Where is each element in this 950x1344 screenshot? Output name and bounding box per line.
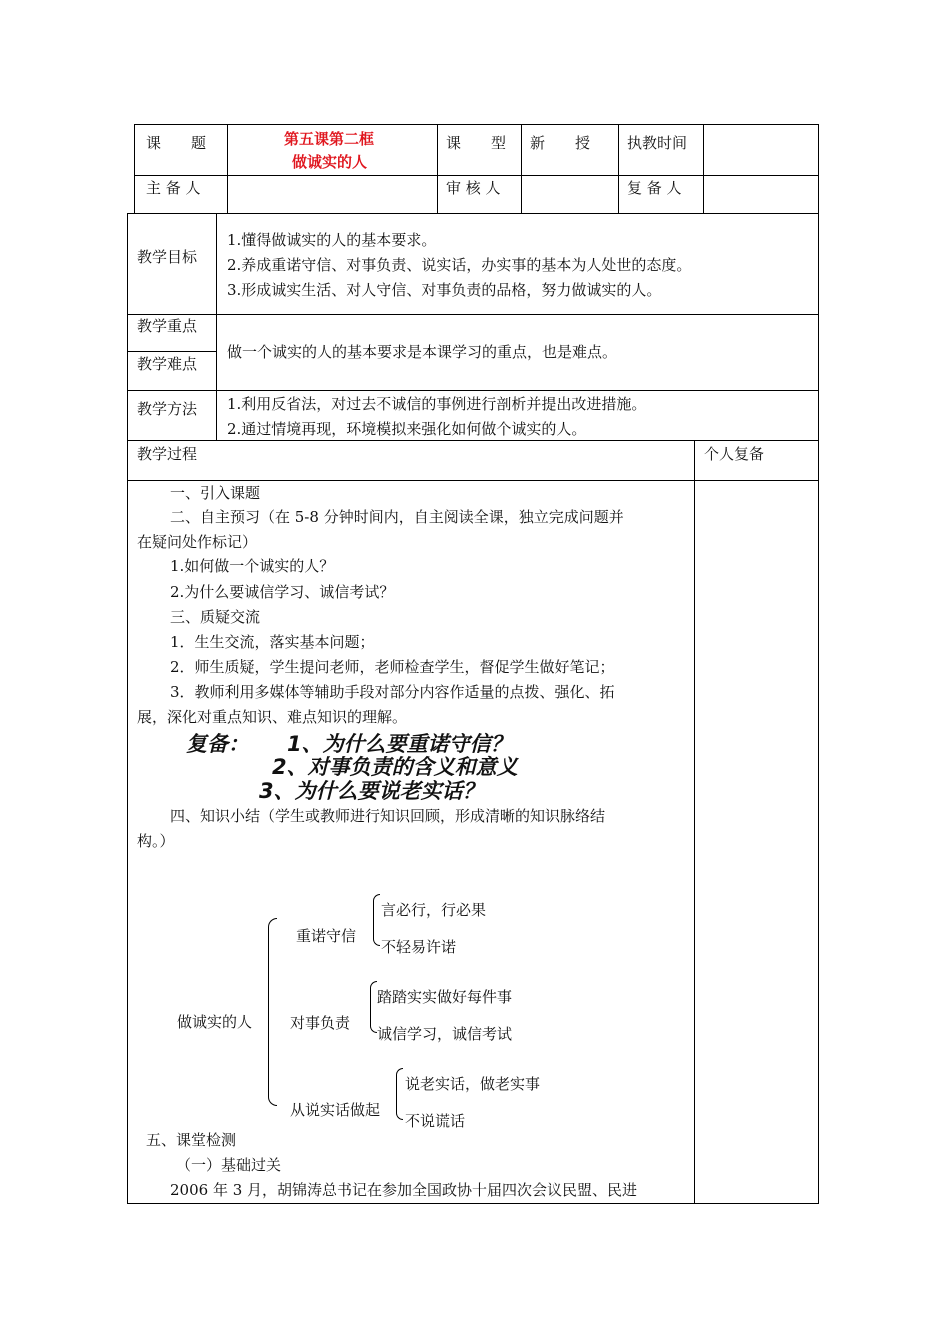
personal-label: 个人复备 xyxy=(704,445,765,463)
method-item-2: 2.通过情境再现，环境模拟来强化如何做个诚实的人。 xyxy=(227,420,587,438)
process-line-10: 展，深化对重点知识、难点知识的理解。 xyxy=(137,708,408,726)
branch-1-label: 重诺守信 xyxy=(296,927,357,945)
goal-item-3: 3.形成诚实生活、对人守信、对事负责的品格，努力做诚实的人。 xyxy=(227,281,662,299)
branch-3-leaf-1: 说老实话，做老实事 xyxy=(405,1075,541,1093)
summary-line-1: 四、知识小结（学生或教师进行知识回顾，形成清晰的知识脉络结 xyxy=(170,807,606,825)
label-time: 执教时间 xyxy=(627,134,688,152)
label-preparer: 主 备 人 xyxy=(146,179,201,197)
goal-item-2: 2.养成重诺守信、对事负责、说实话，办实事的基本为人处世的态度。 xyxy=(227,256,692,274)
goals-label: 教学目标 xyxy=(137,248,198,266)
goal-item-1: 1.懂得做诚实的人的基本要求。 xyxy=(227,231,437,249)
review-item-3: 3、为什么要说老实话？ xyxy=(259,779,484,803)
branch-1-brace xyxy=(373,894,380,946)
review-label: 复备： xyxy=(186,732,249,756)
process-line-4: 1.如何做一个诚实的人？ xyxy=(170,557,335,575)
process-label: 教学过程 xyxy=(137,445,198,463)
summary-line-2: 构。） xyxy=(137,832,175,850)
label-repreparer: 复 备 人 xyxy=(627,179,682,197)
branch-1-leaf-2: 不轻易许诺 xyxy=(381,938,457,956)
last-line: 2006 年 3 月，胡锦涛总书记在参加全国政协十届四次会议民盟、民进 xyxy=(170,1181,638,1199)
branch-2-label: 对事负责 xyxy=(290,1014,351,1032)
process-line-2: 二、自主预习（在 5-8 分钟时间内，自主阅读全课，独立完成问题并 xyxy=(170,508,624,526)
diagram-root: 做诚实的人 xyxy=(177,1013,253,1031)
branch-2-brace xyxy=(370,981,377,1033)
process-line-8: 2．师生质疑，学生提问老师，老师检查学生，督促学生做好笔记； xyxy=(170,658,615,676)
label-reviewer: 审 核 人 xyxy=(446,179,501,197)
root-brace xyxy=(268,918,277,1106)
topic-line2: 做诚实的人 xyxy=(292,153,368,171)
process-line-7: 1．生生交流，落实基本问题； xyxy=(170,633,375,651)
methods-label: 教学方法 xyxy=(137,400,198,418)
review-item-1: 1、为什么要重诺守信？ xyxy=(287,732,512,756)
process-line-9: 3．教师利用多媒体等辅助手段对部分内容作适量的点拨、强化、拓 xyxy=(170,683,615,701)
branch-2-leaf-1: 踏踏实实做好每件事 xyxy=(377,988,513,1006)
basic-title: （一）基础过关 xyxy=(176,1156,282,1174)
method-item-1: 1.利用反省法，对过去不诚信的事例进行剖析并提出改进措施。 xyxy=(227,395,647,413)
key-text: 做一个诚实的人的基本要求是本课学习的重点，也是难点。 xyxy=(227,343,618,361)
process-line-3: 在疑问处作标记） xyxy=(137,533,258,551)
label-type: 课 型 xyxy=(446,134,507,152)
process-line-6: 三、质疑交流 xyxy=(170,608,261,626)
label-topic: 课 题 xyxy=(146,134,207,152)
key-label: 教学重点 xyxy=(137,317,198,335)
branch-2-leaf-2: 诚信学习，诚信考试 xyxy=(377,1025,513,1043)
branch-3-brace xyxy=(396,1068,403,1120)
check-title: 五、课堂检测 xyxy=(146,1131,237,1149)
process-line-5: 2.为什么要诚信学习、诚信考试？ xyxy=(170,583,395,601)
review-item-2: 2、对事负责的含义和意义 xyxy=(272,755,518,779)
type-value: 新 授 xyxy=(530,134,591,152)
difficult-label: 教学难点 xyxy=(137,355,198,373)
topic-line1: 第五课第二框 xyxy=(284,130,375,148)
branch-1-leaf-1: 言必行，行必果 xyxy=(381,901,487,919)
process-line-1: 一、引入课题 xyxy=(170,484,261,502)
branch-3-label: 从说实话做起 xyxy=(290,1101,381,1119)
branch-3-leaf-2: 不说谎话 xyxy=(405,1112,466,1130)
